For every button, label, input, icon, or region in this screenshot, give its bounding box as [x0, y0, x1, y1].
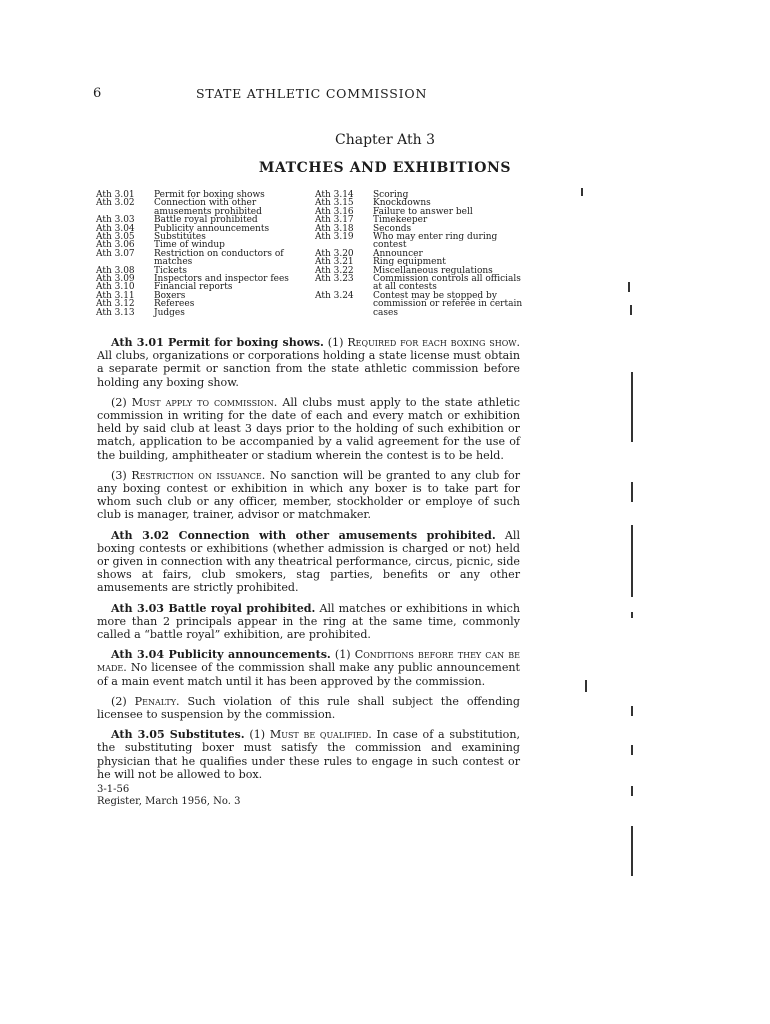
subsection-heading: Restriction on issuance.: [131, 468, 266, 482]
rule-title: Ath 3.03 Battle royal prohibited.: [111, 601, 316, 615]
toc-section-title: Tickets: [154, 265, 187, 276]
toc-section-number: Ath 3.06: [96, 240, 135, 251]
revision-mark: [631, 372, 633, 442]
subsection-number: (2): [111, 694, 127, 708]
rule-text: No licensee of the commission shall make any public announcement of a main event match until it has been approved by the commission.: [97, 661, 520, 688]
rule-text: All matches or exhibitions in which more than 2 principals appear in the ring at the same time, commonly called a “battle royal” exhibition, are prohibited.: [97, 601, 521, 642]
rule-paragraph: [97, 602, 520, 642]
toc-section-title: Miscellaneous regulations: [373, 265, 493, 276]
rule-text: All clubs must apply to the state athletic commission in writing for the date of each and every match or exhibition held by said club at least 3 days prior to the holding of such exhibition or match, application to be accompanied by a valid agreement for the use of the building, amphitheater or stadium wherein the contest is to be held.: [97, 395, 521, 462]
toc-section-number: Ath 3.20: [315, 248, 354, 259]
toc-section-number: Ath 3.08: [96, 265, 135, 276]
toc-right-column: [315, 191, 525, 317]
subsection-heading: Penalty.: [134, 694, 180, 708]
toc-section-number: Ath 3.09: [96, 274, 135, 285]
toc-section-number: Ath 3.10: [96, 282, 135, 293]
subsection-heading: Must be qualified.: [269, 728, 372, 742]
rule-title: Ath 3.04 Publicity announcements.: [111, 648, 331, 662]
toc-section-title: Contest may be stopped by commission or referee in certain cases: [373, 290, 523, 318]
toc-section-title: Time of windup: [154, 240, 225, 251]
toc-section-title: Battle royal prohibited: [154, 215, 258, 226]
rule-text: In case of a substitution, the substituting boxer must satisfy the commission and examining physician that he qualifies under these rules to engage in such contest or he will not be allowed to box.: [97, 728, 520, 781]
revision-mark: [585, 680, 587, 692]
toc-section-number: Ath 3.05: [96, 232, 135, 243]
rule-paragraph: [97, 648, 520, 688]
subsection-heading: Must apply to commission.: [131, 395, 278, 409]
toc-entry: [96, 250, 311, 267]
toc-section-title: Referees: [154, 299, 195, 310]
revision-mark: [630, 305, 632, 315]
toc-section-title: Knockdowns: [373, 198, 431, 209]
rule-paragraph: [97, 396, 520, 462]
revision-mark: [631, 612, 633, 618]
revision-mark: [631, 482, 633, 502]
subsection-heading: Required for each boxing show.: [347, 336, 521, 349]
rule-paragraph: [97, 469, 520, 522]
toc-section-number: Ath 3.15: [315, 198, 354, 209]
footer-date: 3-1-56: [97, 784, 130, 795]
subsection-number: (3): [111, 468, 127, 482]
toc-section-number: Ath 3.16: [315, 206, 354, 217]
rule-paragraph: [97, 529, 520, 595]
revision-mark: [631, 525, 633, 597]
rule-text: All boxing contests or exhibitions (whether admission is charged or not) held or given in connection with any theatrical performance, circus, picnic, side shows at fairs, club smokers, stag parties, benefits or any other amusements are strictly prohibited.: [97, 528, 520, 595]
toc-left-column: [96, 191, 311, 317]
revision-mark: [631, 745, 633, 755]
toc-section-number: Ath 3.04: [96, 223, 135, 234]
toc-section-title: Connection with other amusements prohibited: [154, 198, 262, 217]
toc-section-number: Ath 3.14: [315, 190, 354, 200]
toc-section-number: Ath 3.07: [96, 248, 135, 259]
toc-section-number: Ath 3.22: [315, 265, 354, 276]
toc-section-title: Substitutes: [154, 232, 206, 243]
rule-title: Ath 3.01 Permit for boxing shows.: [111, 336, 324, 349]
subsection-number: (1): [334, 648, 351, 662]
subsection-number: (1): [327, 336, 344, 349]
revision-mark: [631, 706, 633, 716]
body-text: [97, 336, 520, 788]
revision-mark: [631, 786, 633, 796]
toc-section-title: Announcer: [373, 248, 423, 259]
toc-entry: [315, 292, 525, 317]
revision-mark: [628, 282, 630, 292]
rule-paragraph: [97, 728, 520, 781]
subsection-heading: Conditions before they can be made.: [97, 648, 520, 675]
revision-mark: [581, 188, 583, 196]
rule-title: Ath 3.05 Substitutes.: [111, 728, 245, 742]
toc-section-number: Ath 3.11: [96, 290, 135, 301]
toc-entry: [96, 199, 311, 216]
chapter-label: Chapter Ath 3: [335, 132, 435, 148]
chapter-title: MATCHES AND EXHIBITIONS: [258, 160, 512, 176]
toc-section-title: Boxers: [154, 290, 186, 301]
toc-section-title: Restriction on conductors of matches: [154, 248, 284, 268]
toc-section-number: Ath 3.21: [315, 257, 354, 268]
toc-section-title: Commission controls all officials at all contests: [373, 274, 521, 293]
toc-section-title: Ring equipment: [373, 257, 446, 268]
page-footer: [97, 784, 240, 808]
toc-entry: [315, 233, 525, 250]
toc-section-number: Ath 3.01: [96, 190, 135, 200]
toc-section-number: Ath 3.13: [96, 307, 135, 318]
toc-section-title: Judges: [154, 307, 185, 318]
rule-paragraph: [97, 336, 520, 389]
toc-section-number: Ath 3.18: [315, 223, 354, 234]
toc-section-title: Inspectors and inspector fees: [154, 274, 289, 285]
subsection-number: (1): [249, 728, 266, 742]
toc-section-number: Ath 3.17: [315, 215, 354, 226]
toc-section-number: Ath 3.03: [96, 215, 135, 226]
toc-entry: [315, 275, 525, 292]
toc-section-number: Ath 3.12: [96, 299, 135, 310]
toc-section-number: Ath 3.24: [315, 290, 354, 301]
rule-title: Ath 3.02 Connection with other amusements prohibited.: [111, 528, 496, 542]
toc-section-title: Who may enter ring during contest: [373, 232, 498, 251]
toc-entry: [96, 309, 311, 317]
toc-section-number: Ath 3.23: [315, 274, 354, 285]
subsection-number: (2): [111, 395, 127, 409]
toc-section-title: Publicity announcements: [154, 223, 270, 234]
toc-section-number: Ath 3.02: [96, 198, 135, 209]
running-header: STATE ATHLETIC COMMISSION: [196, 86, 428, 101]
register-note: Register, March 1956, No. 3: [97, 796, 241, 807]
rule-text: Such violation of this rule shall subject the offending licensee to suspension by the commission.: [97, 694, 521, 722]
toc-section-number: Ath 3.19: [315, 232, 354, 243]
rule-paragraph: [97, 695, 520, 721]
toc-section-title: Scoring: [373, 190, 409, 200]
toc-section-title: Timekeeper: [373, 215, 428, 226]
toc-section-title: Seconds: [373, 223, 412, 234]
revision-mark: [631, 826, 633, 876]
rule-text: No sanction will be granted to any club for any boxing contest or exhibition in which any boxer is to take part for whom such club or any officer, member, stockholder or employe of such club is manager, trainer, advisor or matchmaker.: [97, 468, 521, 522]
rule-text: All clubs, organizations or corporations holding a state license must obtain a separate permit or sanction from the state athletic commission before holding any boxing show.: [97, 349, 520, 389]
toc-section-title: Permit for boxing shows: [154, 190, 265, 200]
toc-section-title: Financial reports: [154, 282, 233, 293]
toc-section-title: Failure to answer bell: [373, 206, 473, 217]
page-number: 6: [93, 86, 102, 101]
